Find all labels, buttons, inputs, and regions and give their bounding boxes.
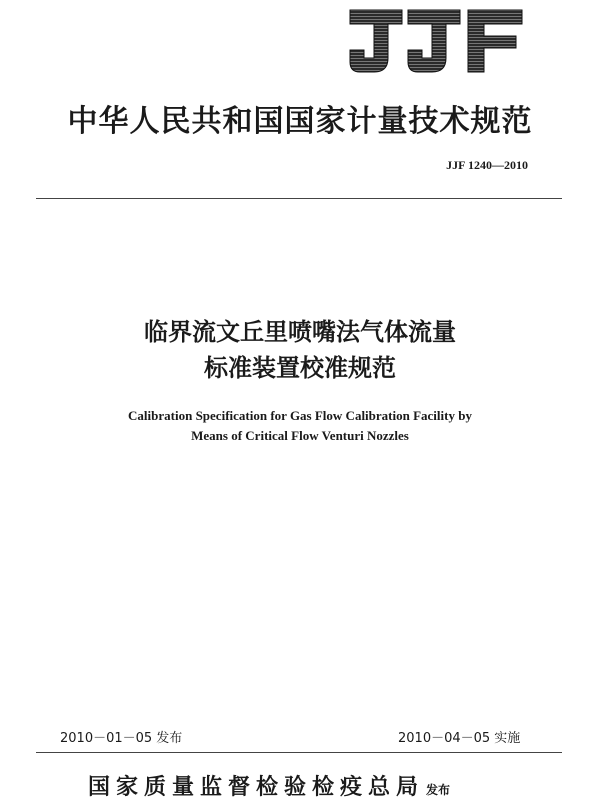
jjf-logo	[346, 6, 526, 76]
title-en-line-1: Calibration Specification for Gas Flow Calibration Facility by	[128, 408, 472, 423]
national-spec-title: 中华人民共和国国家计量技术规范	[67, 104, 533, 139]
title-en-line-2: Means of Critical Flow Venturi Nozzles	[191, 428, 409, 443]
issuer-suffix: 发布	[426, 783, 451, 797]
title-zh-line-1: 临界流文丘里喷嘴法气体流量	[144, 318, 456, 346]
issuer	[88, 770, 450, 801]
top-divider	[36, 198, 562, 199]
jjf-logo-graphic	[346, 6, 526, 76]
implementation-date: 2010－04－05 实施	[398, 731, 521, 746]
issue-date: 2010－01－05 发布	[60, 731, 183, 746]
issuer-org: 国家质量监督检验检疫总局	[88, 774, 425, 800]
spec-code: JJF 1240—2010	[446, 158, 528, 172]
bottom-divider	[36, 752, 562, 753]
title-zh-line-2: 标准装置校准规范	[204, 354, 396, 382]
